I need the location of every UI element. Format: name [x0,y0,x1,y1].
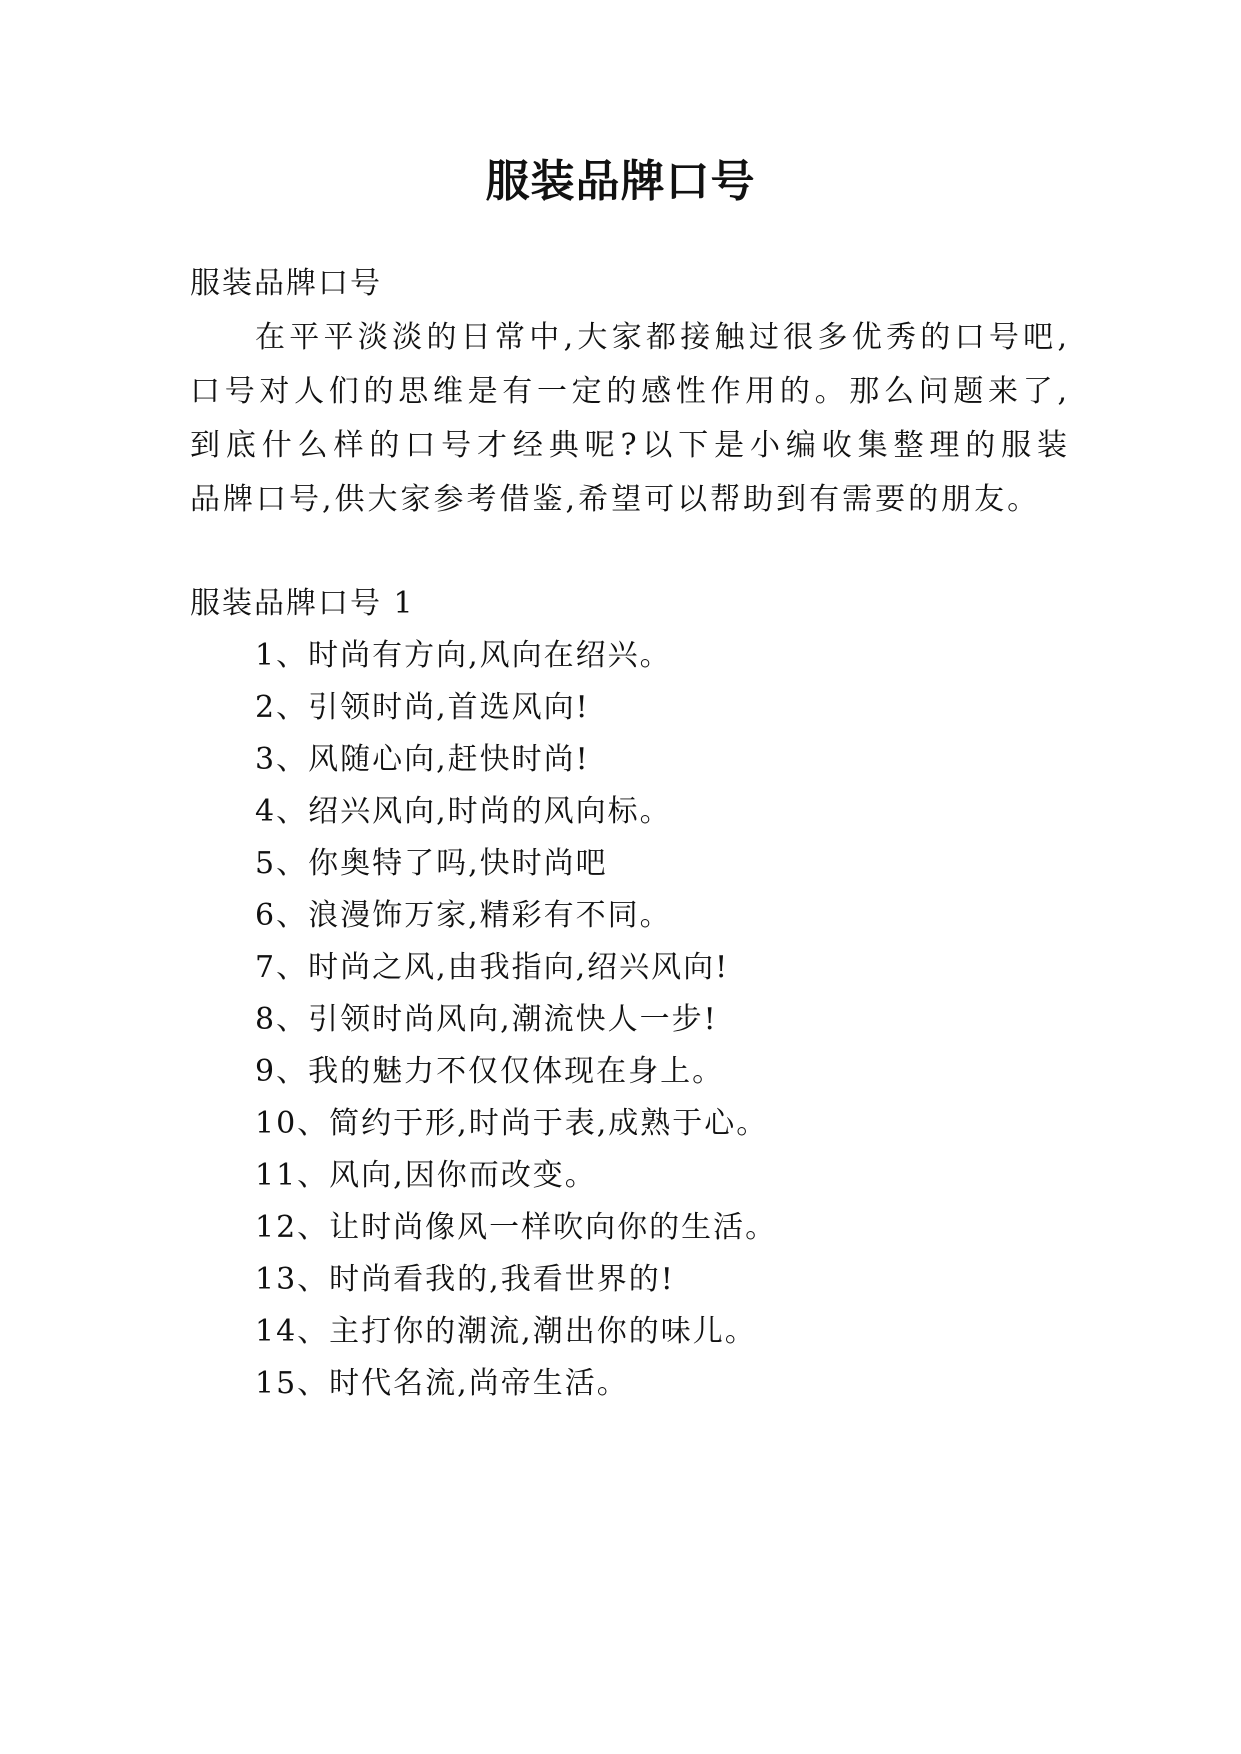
list-item: 14、主打你的潮流,潮出你的味儿。 [255,1314,757,1349]
list-item: 3、风随心向,赶快时尚! [255,742,590,777]
section-heading: 服装品牌口号 1 [190,586,415,621]
list-item: 6、浪漫饰万家,精彩有不同。 [255,898,672,933]
list-item: 8、引领时尚风向,潮流快人一步! [255,1002,718,1037]
list-item: 12、让时尚像风一样吹向你的生活。 [255,1210,778,1245]
intro-line: 在平平淡淡的日常中,大家都接触过很多优秀的口号吧, [255,320,1070,355]
intro-line: 口号对人们的思维是有一定的感性作用的。那么问题来了, [190,374,1070,409]
subtitle: 服装品牌口号 [190,266,382,301]
list-item: 2、引领时尚,首选风向! [255,690,590,725]
list-item: 10、简约于形,时尚于表,成熟于心。 [255,1106,769,1141]
list-item: 1、时尚有方向,风向在绍兴。 [255,638,672,673]
list-item: 7、时尚之风,由我指向,绍兴风向! [255,950,730,985]
intro-line: 品牌口号,供大家参考借鉴,希望可以帮助到有需要的朋友。 [190,482,1041,517]
list-item: 5、你奥特了吗,快时尚吧 [255,846,608,881]
list-item: 9、我的魅力不仅仅体现在身上。 [255,1054,725,1089]
list-item: 11、风向,因你而改变。 [255,1158,597,1193]
document-title: 服装品牌口号 [485,156,756,207]
list-item: 15、时代名流,尚帝生活。 [255,1366,629,1401]
list-item: 4、绍兴风向,时尚的风向标。 [255,794,672,829]
list-item: 13、时尚看我的,我看世界的! [255,1262,675,1297]
intro-line: 到底什么样的口号才经典呢?以下是小编收集整理的服装 [190,428,1070,463]
